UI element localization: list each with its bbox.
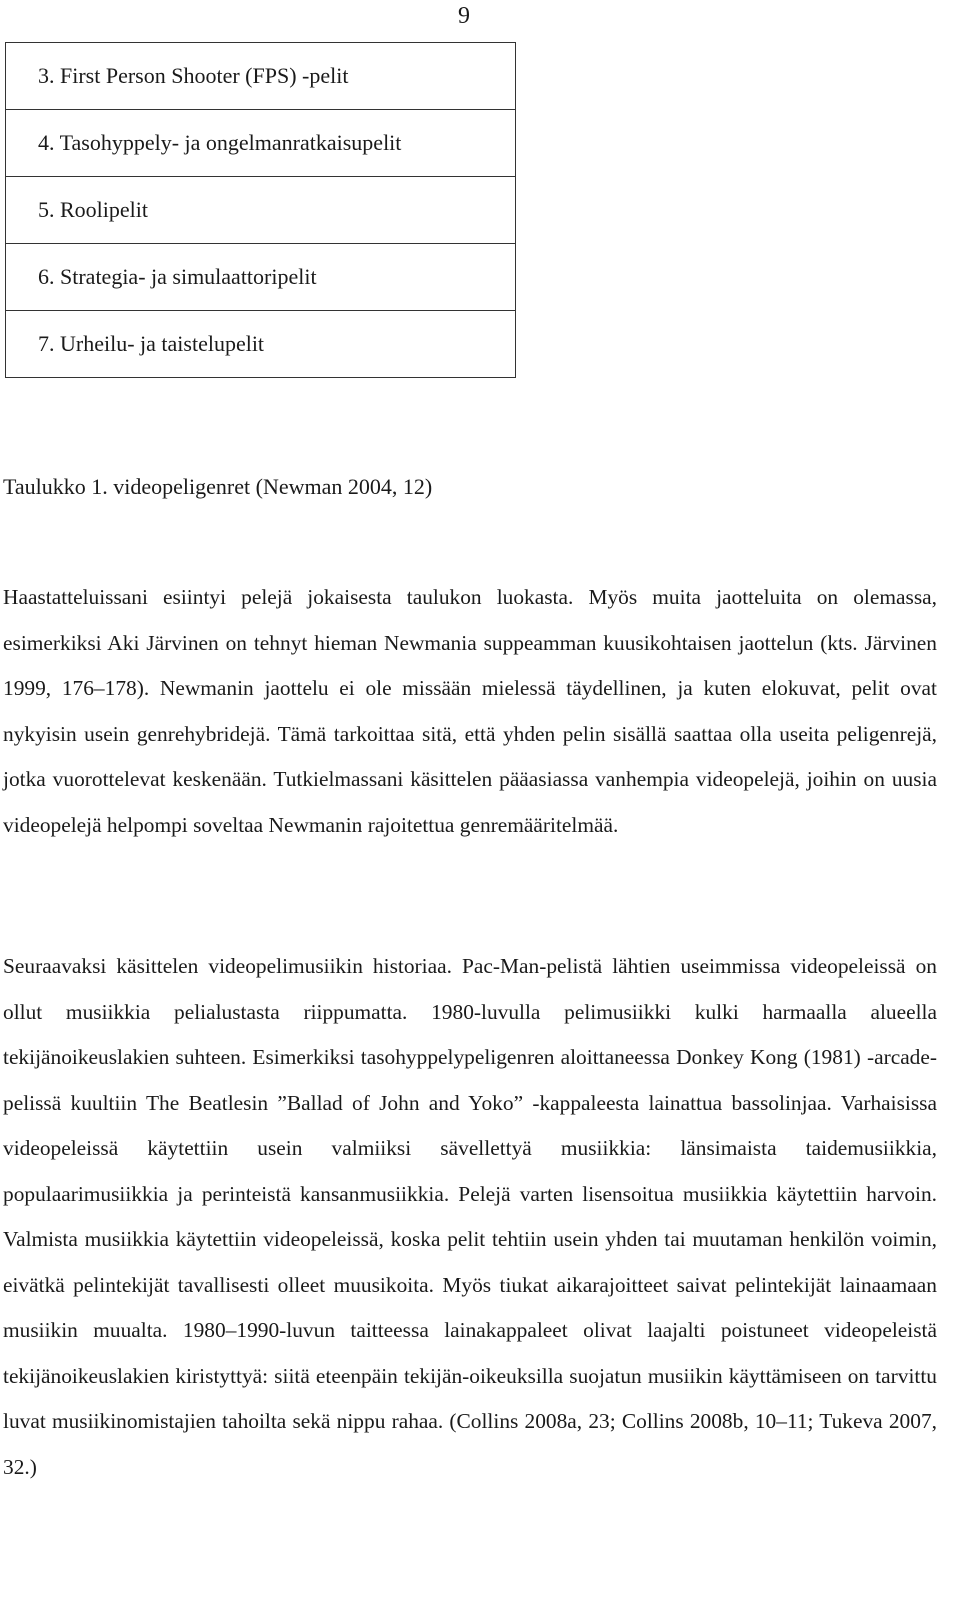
table-caption: Taulukko 1. videopeligenret (Newman 2004, 12): [3, 474, 433, 499]
body-paragraph: Seuraavaksi käsittelen videopelimusiikin historiaa. Pac-Man-pelistä lähtien useimmissa videopeleissä on ollut musiikkia pelialustasta riippumatta. 1980-luvulla pelimusiikki kulki harmaalla alueella tekijänoikeuslakien suhteen. Esimerkiksi tasohyppelypeligenren aloittaneessa Donkey Kong (1981) -arcade-pelissä kuultiin The Beatlesin ”Ballad of John and Yoko” -kappaleesta lainattua bassolinjaa. Varhaisissa videopeleissä käytettiin usein valmiiksi sävellettyä musiikkia: länsimaista taidemusiikkia, populaarimusiikkia ja perinteistä kansanmusiikkia. Pelejä varten lisensoitua musiikkia käytettiin harvoin. Valmista musiikkia käytettiin videopeleissä, koska pelit tehtiin usein yhden tai muutaman henkilön voimin, eivätkä pelintekijät tavallisesti olleet muusikoita. Myös tiukat aikarajoitteet saivat pelintekijät lainaamaan musiikin muualta. 1980–1990-luvun taitteessa lainakappaleet olivat laajalti poistuneet videopeleistä tekijänoikeuslakien kiristyttyä: siitä eteenpäin tekijän-oikeuksilla suojatun musiikin käyttämiseen on tarvittu luvat musiikinomistajien tahoilta sekä nippu rahaa. (Collins 2008a, 23; Collins 2008b, 10–11; Tukeva 2007, 32.): [3, 954, 937, 1479]
table-cell: 7. Urheilu- ja taistelupelit: [6, 311, 516, 378]
genre-table: [5, 42, 516, 378]
table-row: [6, 244, 516, 311]
table-row: [6, 43, 516, 110]
table-row: [6, 311, 516, 378]
table-cell: 3. First Person Shooter (FPS) -pelit: [6, 43, 516, 110]
table-row: [6, 177, 516, 244]
body-paragraph: Haastatteluissani esiintyi pelejä jokaisesta taulukon luokasta. Myös muita jaotteluita on olemassa, esimerkiksi Aki Järvinen on tehnyt hieman Newmania suppeamman kuusikohtaisen jaottelun (kts. Järvinen 1999, 176–178). Newmanin jaottelu ei ole missään mielessä täydellinen, ja kuten elokuvat, pelit ovat nykyisin usein genrehybridejä. Tämä tarkoittaa sitä, että yhden pelin sisällä saattaa olla useita peligenrejä, jotka vuorottelevat keskenään. Tutkielmassani käsittelen pääasiassa vanhempia videopelejä, joihin on uusia videopelejä helpompi soveltaa Newmanin rajoitettua genremääritelmää.: [3, 585, 937, 837]
page-number: 9: [458, 3, 470, 29]
table-cell: 6. Strategia- ja simulaattoripelit: [6, 244, 516, 311]
table-cell: 4. Tasohyppely- ja ongelmanratkaisupelit: [6, 110, 516, 177]
table-row: [6, 110, 516, 177]
table-cell: 5. Roolipelit: [6, 177, 516, 244]
